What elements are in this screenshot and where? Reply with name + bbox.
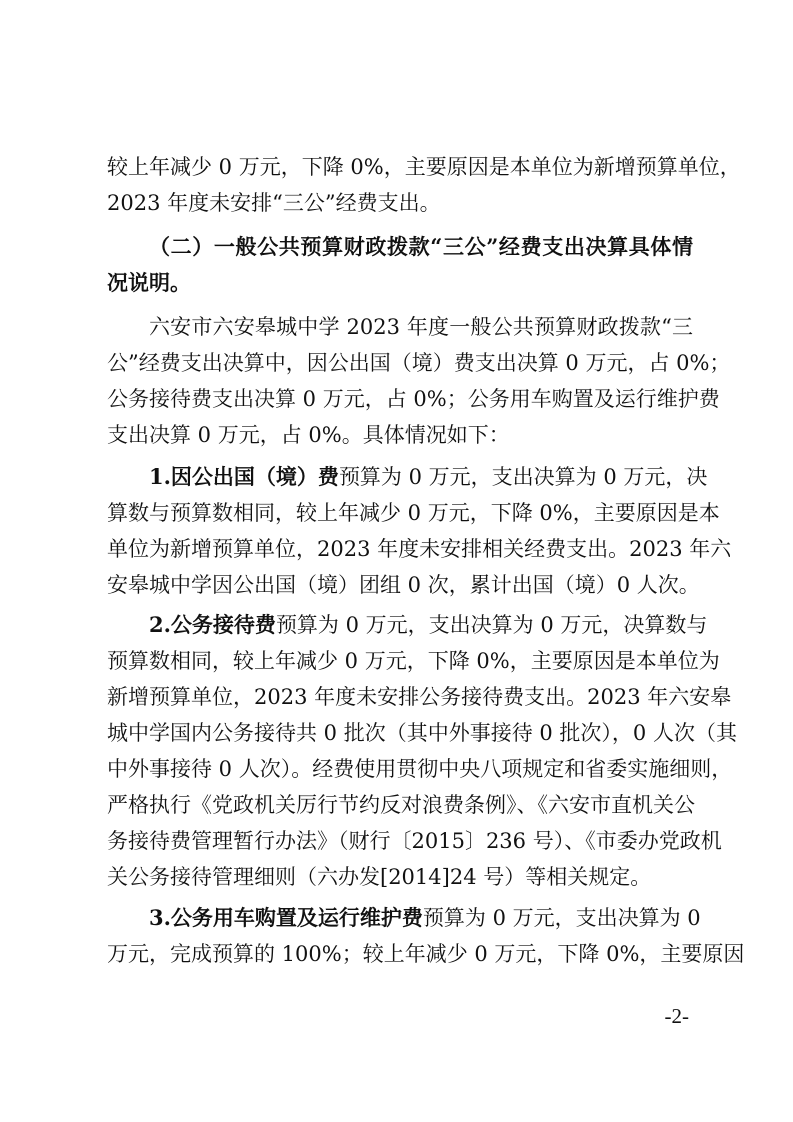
body-text-line: 公务接待费支出决算 0 万元，占 0%；公务用车购置及运行维护费 (107, 387, 720, 411)
item-3-text: 预算为 0 万元，支出决算为 0 (422, 906, 701, 930)
section-heading-continuation: 况说明。 (107, 270, 191, 295)
body-text-line: 预算数相同，较上年减少 0 万元，下降 0%，主要原因是本单位为 (107, 649, 720, 673)
body-text-line: 务接待费管理暂行办法》（财行〔2015〕236 号）、《市委办党政机 (107, 829, 722, 853)
item-3-line (149, 900, 701, 936)
page-number: -2- (664, 1004, 689, 1028)
item-2-line (149, 607, 708, 643)
body-text-line: 中外事接待 0 人次）。经费使用贯彻中央八项规定和省委实施细则， (107, 757, 733, 781)
body-text-line: 六安市六安皋城中学 2023 年度一般公共预算财政拨款“三 (149, 315, 693, 339)
body-text-line: 严格执行《党政机关厉行节约反对浪费条例》、《六安市直机关公 (107, 793, 695, 817)
body-text-line: 安皋城中学因公出国（境）团组 0 次，累计出国（境）0 人次。 (107, 573, 700, 597)
body-text-line: 万元，完成预算的 100%；较上年减少 0 万元，下降 0%，主要原因 (107, 942, 745, 966)
item-3-title: 3.公务用车购置及运行维护费 (149, 905, 423, 930)
body-text-line: 2023 年度未安排“三公”经费支出。 (107, 191, 441, 215)
body-text-line: 城中学国内公务接待共 0 批次（其中外事接待 0 批次），0 人次（其 (107, 721, 737, 745)
body-text-line: 算数与预算数相同，较上年减少 0 万元，下降 0%，主要原因是本 (107, 501, 720, 525)
item-1-line (149, 459, 708, 495)
item-1-title: 1.因公出国（境）费 (149, 464, 339, 489)
body-text-line: 新增预算单位，2023 年度未安排公务接待费支出。2023 年六安皋 (107, 685, 732, 709)
body-text-line: 单位为新增预算单位，2023 年度未安排相关经费支出。2023 年六 (107, 537, 732, 561)
body-text-line: 关公务接待管理细则（六办发[2014]24 号）等相关规定。 (107, 865, 652, 889)
body-text-line: 较上年减少 0 万元，下降 0%，主要原因是本单位为新增预算单位， (107, 155, 741, 179)
item-2-title: 2.公务接待费 (149, 612, 276, 637)
item-2-text: 预算为 0 万元，支出决算为 0 万元，决算数与 (275, 613, 708, 637)
body-text-line: 支出决算 0 万元，占 0%。具体情况如下： (107, 423, 510, 447)
section-heading: （二）一般公共预算财政拨款“三公”经费支出决算具体情 (149, 234, 693, 259)
item-1-text: 预算为 0 万元，支出决算为 0 万元，决 (338, 465, 708, 489)
body-text-line: 公”经费支出决算中，因公出国（境）费支出决算 0 万元，占 0%； (107, 351, 731, 375)
